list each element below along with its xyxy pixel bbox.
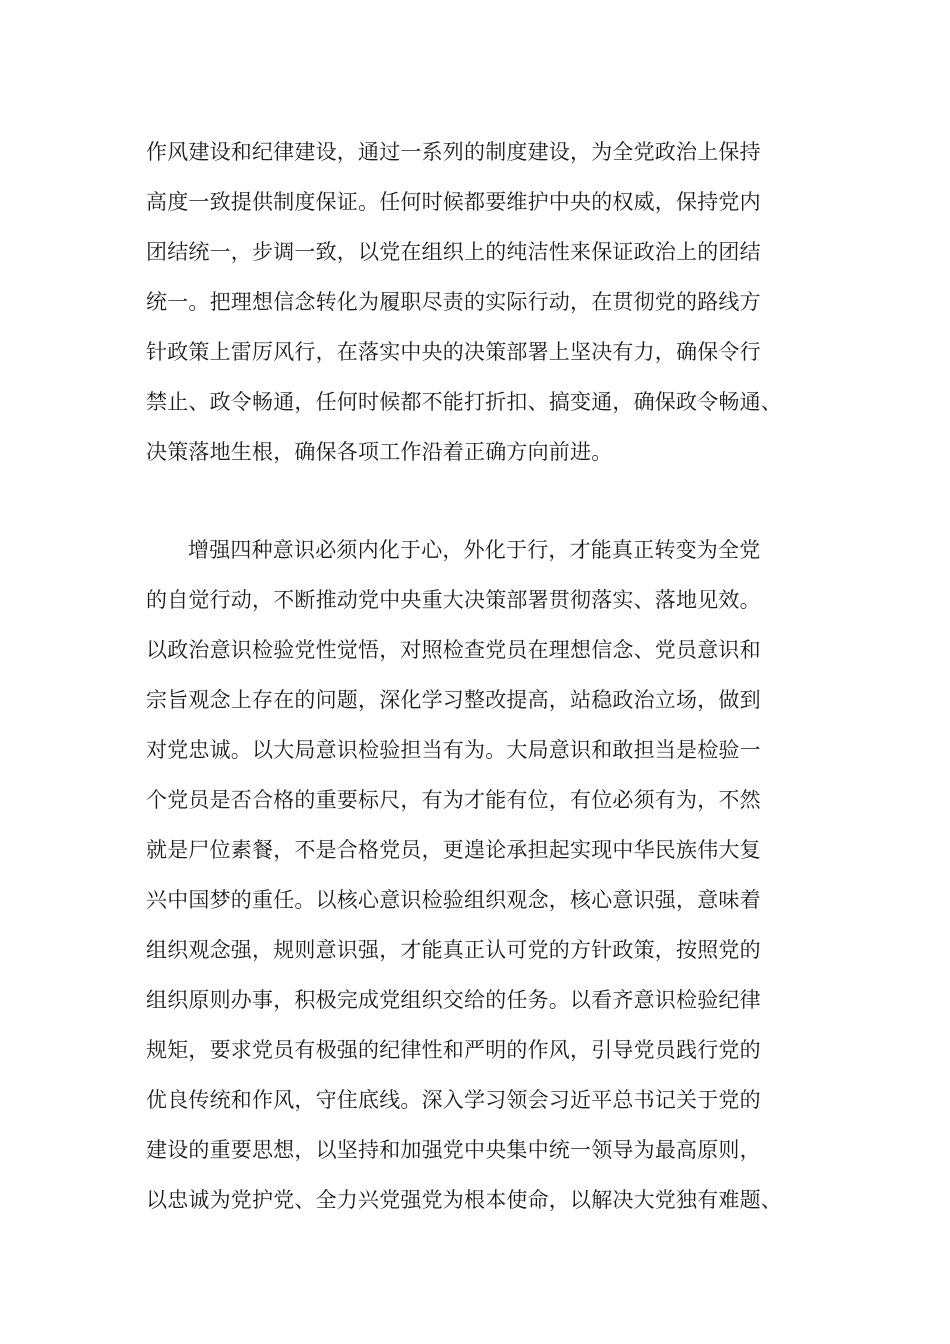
paragraph-1-line-4: 统一。把理想信念转化为履职尽责的实际行动，在贯彻党的路线方 bbox=[146, 290, 761, 314]
paragraph-1-line-2: 高度一致提供制度保证。任何时候都要维护中央的权威，保持党内 bbox=[146, 190, 761, 214]
paragraph-2-line-14: 以忠诚为党护党、全力兴党强党为根本使命，以解决大党独有难题、 bbox=[146, 1188, 782, 1212]
paragraph-2-line-10: 组织原则办事，积极完成党组织交给的任务。以看齐意识检验纪律 bbox=[146, 988, 761, 1012]
paragraph-1-line-6: 禁止、政令畅通，任何时候都不能打折扣、搞变通，确保政令畅通、 bbox=[146, 390, 782, 414]
paragraph-2-line-13: 建设的重要思想，以坚持和加强党中央集中统一领导为最高原则， bbox=[146, 1138, 761, 1162]
paragraph-2-line-5: 对党忠诚。以大局意识检验担当有为。大局意识和敢担当是检验一 bbox=[146, 738, 761, 762]
paragraph-1-line-3: 团结统一，步调一致，以党在组织上的纯洁性来保证政治上的团结 bbox=[146, 240, 761, 264]
paragraph-2-line-1: 增强四种意识必须内化于心，外化于行，才能真正转变为全党 bbox=[188, 538, 761, 562]
paragraph-2-line-9: 组织观念强，规则意识强，才能真正认可党的方针政策，按照党的 bbox=[146, 938, 761, 962]
paragraph-2-line-4: 宗旨观念上存在的问题，深化学习整改提高，站稳政治立场，做到 bbox=[146, 688, 761, 712]
paragraph-1-line-5: 针政策上雷厉风行，在落实中央的决策部署上坚决有力，确保令行 bbox=[146, 340, 761, 364]
paragraph-2-line-7: 就是尸位素餐，不是合格党员，更遑论承担起实现中华民族伟大复 bbox=[146, 838, 761, 862]
paragraph-1-line-7: 决策落地生根，确保各项工作沿着正确方向前进。 bbox=[146, 440, 613, 464]
paragraph-2-line-11: 规矩，要求党员有极强的纪律性和严明的作风，引导党员践行党的 bbox=[146, 1038, 761, 1062]
paragraph-2-line-12: 优良传统和作风，守住底线。深入学习领会习近平总书记关于党的 bbox=[146, 1088, 761, 1112]
paragraph-1-line-1: 作风建设和纪律建设，通过一系列的制度建设，为全党政治上保持 bbox=[146, 140, 761, 164]
paragraph-2-line-8: 兴中国梦的重任。以核心意识检验组织观念，核心意识强，意味着 bbox=[146, 888, 761, 912]
paragraph-2-line-3: 以政治意识检验党性觉悟，对照检查党员在理想信念、党员意识和 bbox=[146, 638, 761, 662]
paragraph-2-line-6: 个党员是否合格的重要标尺，有为才能有位，有位必须有为，不然 bbox=[146, 788, 761, 812]
paragraph-2-line-2: 的自觉行动，不断推动党中央重大决策部署贯彻落实、落地见效。 bbox=[146, 588, 761, 612]
